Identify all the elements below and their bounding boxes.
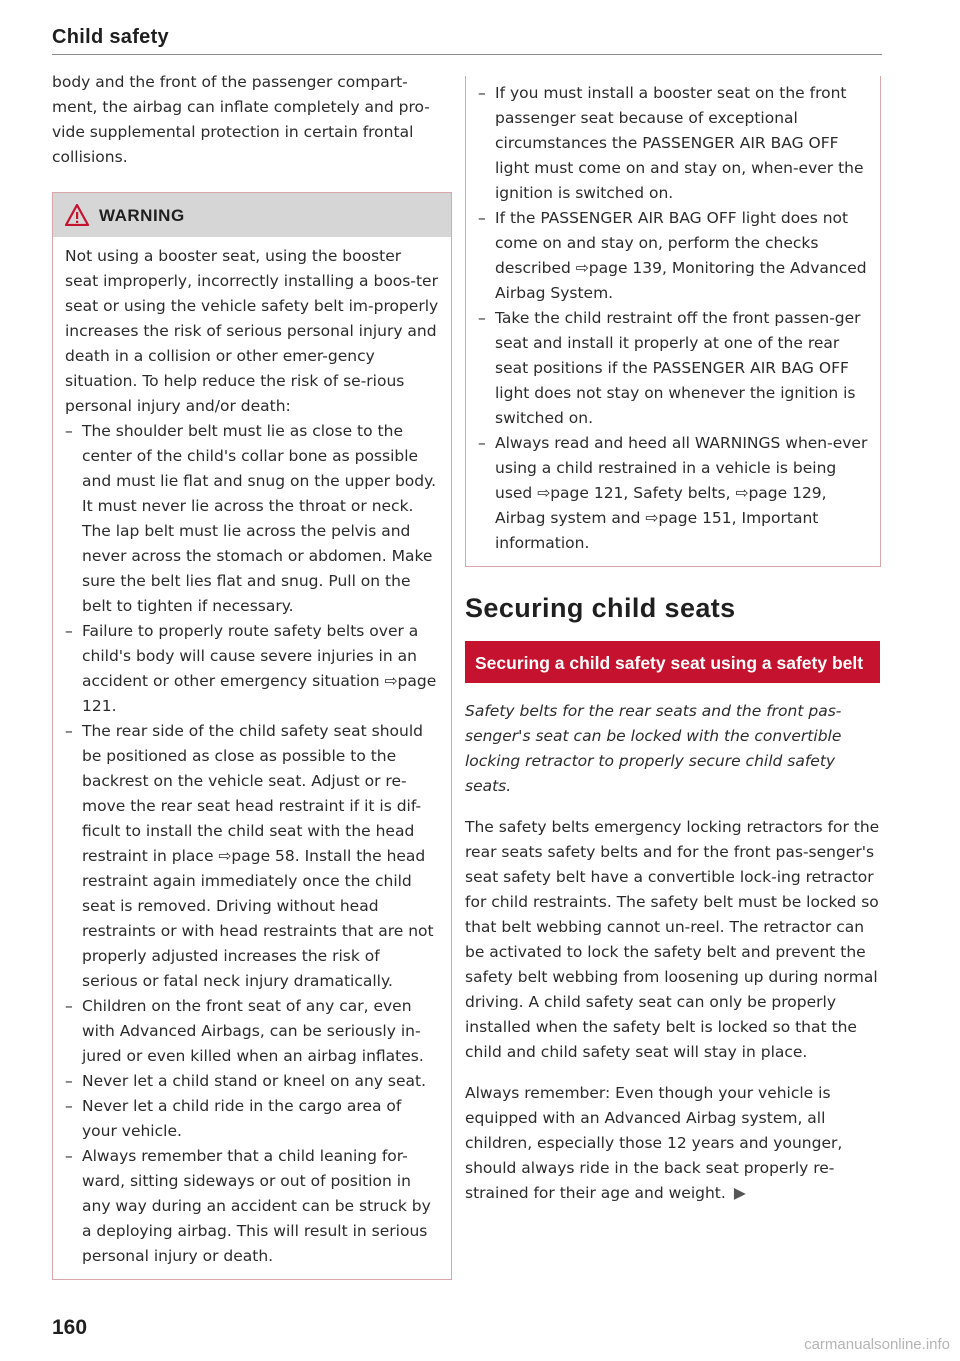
body-paragraph: The safety belts emergency locking retractors for the rear seats safety belts and for the front pas-senger's seat safety belt have a convertible lock-ing retractor for child restraints. The safety belt must be locked so that belt webbing cannot un-reel. The retractor can be activated to lock the safety belt and prevent the safety belt webbing from loosening up during normal driving. A child safety seat can only be properly installed when the safety belt is locked so that the child and child safety seat will stay in place. <box>465 818 880 1061</box>
warning-continued-list <box>478 81 868 556</box>
warning-triangle-icon <box>65 204 89 226</box>
warning-item: – Take the child restraint off the front passen-ger seat and install it properly at one of the rear seat positions if the PASSENGER AIR BAG OFF light does not stay on whenever the ignition is switched on. <box>478 306 868 431</box>
body-paragraph-text: Always remember: Even though your vehicle is equipped with an Advanced Airbag system, all children, especially those 12 years and younger, should always ride in the back seat properly re-strained for their age and weight. <box>465 1084 843 1202</box>
continue-arrow-icon: ▶ <box>733 1184 746 1202</box>
warning-item: – The shoulder belt must lie as close to the center of the child's collar bone as possible and must lie flat and snug on the upper body. It must never lie across the throat or neck. The lap belt must lie across the pelvis and never across the stomach or abdomen. Make sure the belt lies flat and snug. Pull on the belt to tighten if necessary. <box>65 419 439 619</box>
warning-header <box>53 193 451 237</box>
intro-paragraph: body and the front of the passenger compart-ment, the airbag can inflate completely and pro-vide supplemental protection in certain frontal collisions. <box>52 73 430 166</box>
warning-continued-box <box>465 76 881 567</box>
warning-box <box>52 192 452 1280</box>
warning-item: – Children on the front seat of any car, even with Advanced Airbags, can be seriously in-jured or even killed when an airbag inflates. <box>65 994 439 1069</box>
right-column <box>465 76 880 1206</box>
header-divider <box>52 54 882 55</box>
subsection-banner: Securing a child safety seat using a safety belt <box>465 641 880 683</box>
section-title: Securing child seats <box>465 593 736 623</box>
warning-item: – If you must install a booster seat on the front passenger seat because of exceptional circumstances the PASSENGER AIR BAG OFF light must come on and stay on, when-ever the ignition is switched on. <box>478 81 868 206</box>
warning-item: – Always remember that a child leaning for-ward, sitting sideways or out of position in any way during an accident can be struck by a deploying airbag. This will result in serious personal injury or death. <box>65 1144 439 1269</box>
warning-item: – Never let a child ride in the cargo area of your vehicle. <box>65 1094 439 1144</box>
warning-intro: Not using a booster seat, using the booster seat improperly, incorrectly installing a boos-ter seat or using the vehicle safety belt im-properly increases the risk of serious personal injury and death in a collision or other emer-gency situation. To help reduce the risk of se-rious personal injury and/or death: <box>65 247 439 415</box>
watermark: carmanualsonline.info <box>804 1336 950 1353</box>
warning-label: WARNING <box>99 205 185 225</box>
warning-item: – Always read and heed all WARNINGS when-ever using a child restrained in a vehicle is being used ⇨page 121, Safety belts, ⇨page 129, Airbag system and ⇨page 151, Important information. <box>478 431 868 556</box>
section-header: Child safety <box>52 26 169 48</box>
body-paragraph <box>465 1081 880 1206</box>
warning-item: – Never let a child stand or kneel on any seat. <box>65 1069 439 1094</box>
warning-item: – Failure to properly route safety belts over a child's body will cause severe injuries in an accident or other emergency situation ⇨page 121. <box>65 619 439 719</box>
left-column <box>52 70 452 1280</box>
lead-paragraph: Safety belts for the rear seats and the front pas-senger's seat can be locked with the convertible locking retractor to properly secure child safety seats. <box>465 702 842 795</box>
warning-item: – If the PASSENGER AIR BAG OFF light does not come on and stay on, perform the checks described ⇨page 139, Monitoring the Advanced Airbag System. <box>478 206 868 306</box>
warning-body <box>53 237 451 1279</box>
warning-item: – The rear side of the child safety seat should be positioned as close as possible to the backrest on the vehicle seat. Adjust or re-move the rear seat head restraint if it is dif-ficult to install the child seat with the head restraint in place ⇨page 58. Install the head restraint again immediately once the child seat is removed. Driving without head restraints or with head restraints that are not properly adjusted increases the risk of serious or fatal neck injury dramatically. <box>65 719 439 994</box>
warning-list <box>65 419 439 1269</box>
page-number: 160 <box>52 1316 88 1339</box>
